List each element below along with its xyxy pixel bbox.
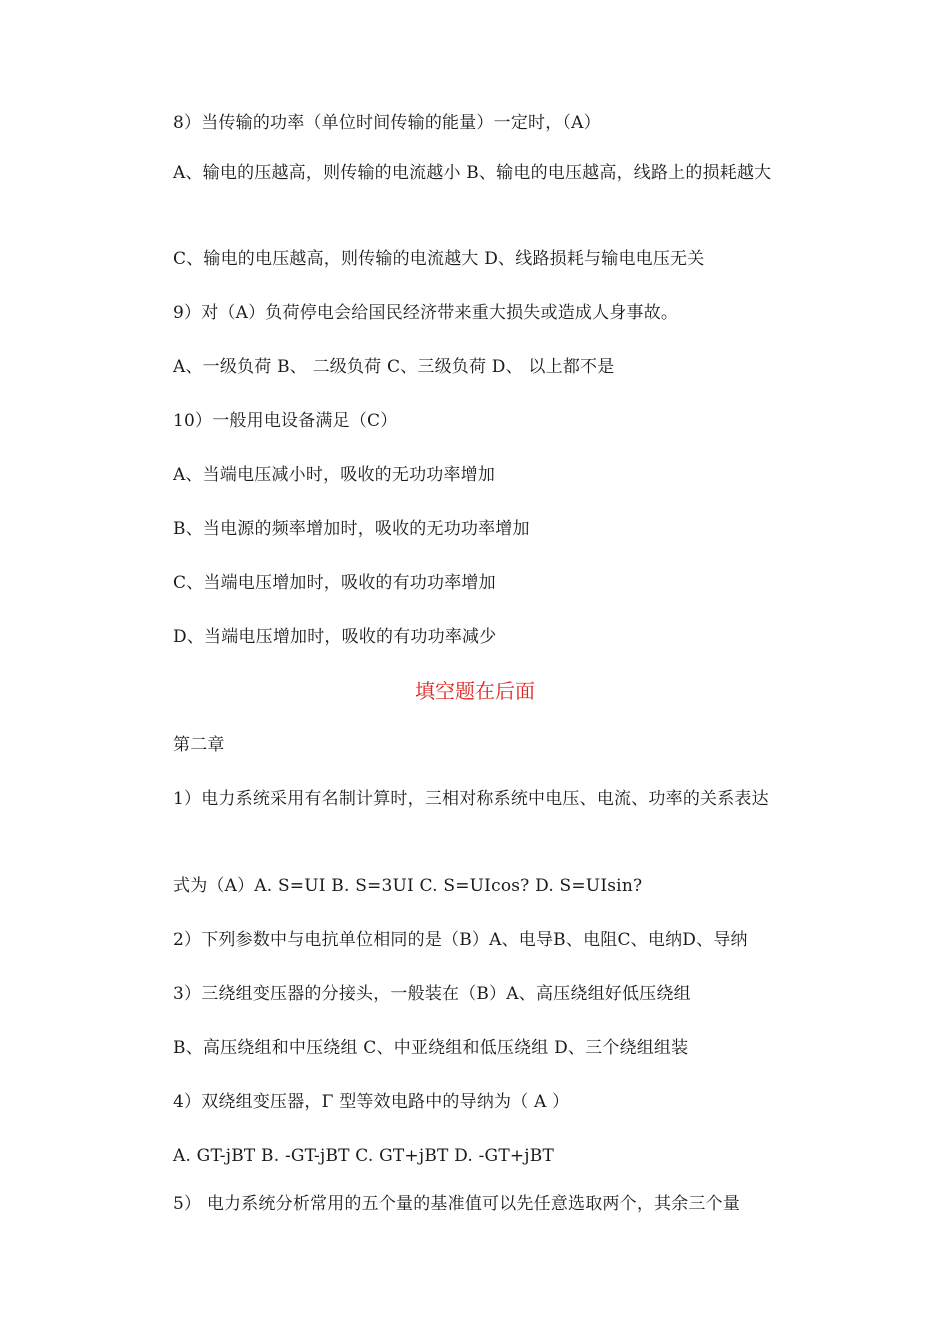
chapter-heading: 第二章 [173,735,225,755]
chapter2-question-4: 4）双绕组变压器，Γ 型等效电路中的导纳为（ A ） [173,1092,570,1112]
question-10-option-b: B、当电源的频率增加时，吸收的无功功率增加 [173,519,530,539]
question-8-options-ab: A、输电的压越高，则传输的电流越小 B、输电的电压越高，线路上的损耗越大 [173,163,772,183]
chapter2-question-2: 2）下列参数中与电抗单位相同的是（B）A、电导B、电阻C、电纳D、导纳 [173,930,748,950]
fill-in-notice: 填空题在后面 [415,679,535,703]
chapter2-question-5: 5） 电力系统分析常用的五个量的基准值可以先任意选取两个，其余三个量 [173,1194,741,1214]
chapter2-question-1: 1）电力系统采用有名制计算时，三相对称系统中电压、电流、功率的关系表达 [173,789,769,809]
question-8-options-cd: C、输电的电压越高，则传输的电流越大 D、线路损耗与输电电压无关 [173,249,705,269]
question-9-options: A、一级负荷 B、 二级负荷 C、三级负荷 D、 以上都不是 [173,357,615,377]
question-10-option-d: D、当端电压增加时，吸收的有功功率减少 [173,627,497,647]
chapter2-question-3-continued: B、高压绕组和中压绕组 C、中亚绕组和低压绕组 D、三个绕组组装 [173,1038,689,1058]
question-10-option-c: C、当端电压增加时，吸收的有功功率增加 [173,573,496,593]
chapter2-question-3: 3）三绕组变压器的分接头，一般装在（B）A、高压绕组好低压绕组 [173,984,691,1004]
question-10-option-a: A、当端电压减小时，吸收的无功功率增加 [173,465,496,485]
chapter2-question-1-continued: 式为（A）A. S=UI B. S=3UI C. S=UIcos? D. S=UIsin? [173,876,643,896]
question-8: 8）当传输的功率（单位时间传输的能量）一定时，（A） [173,113,601,133]
question-10: 10）一般用电设备满足（C） [173,411,398,431]
question-9: 9）对（A）负荷停电会给国民经济带来重大损失或造成人身事故。 [173,303,679,323]
chapter2-question-4-options: A. GT-jBT B. -GT-jBT C. GT+jBT D. -GT+jBT [173,1146,555,1166]
